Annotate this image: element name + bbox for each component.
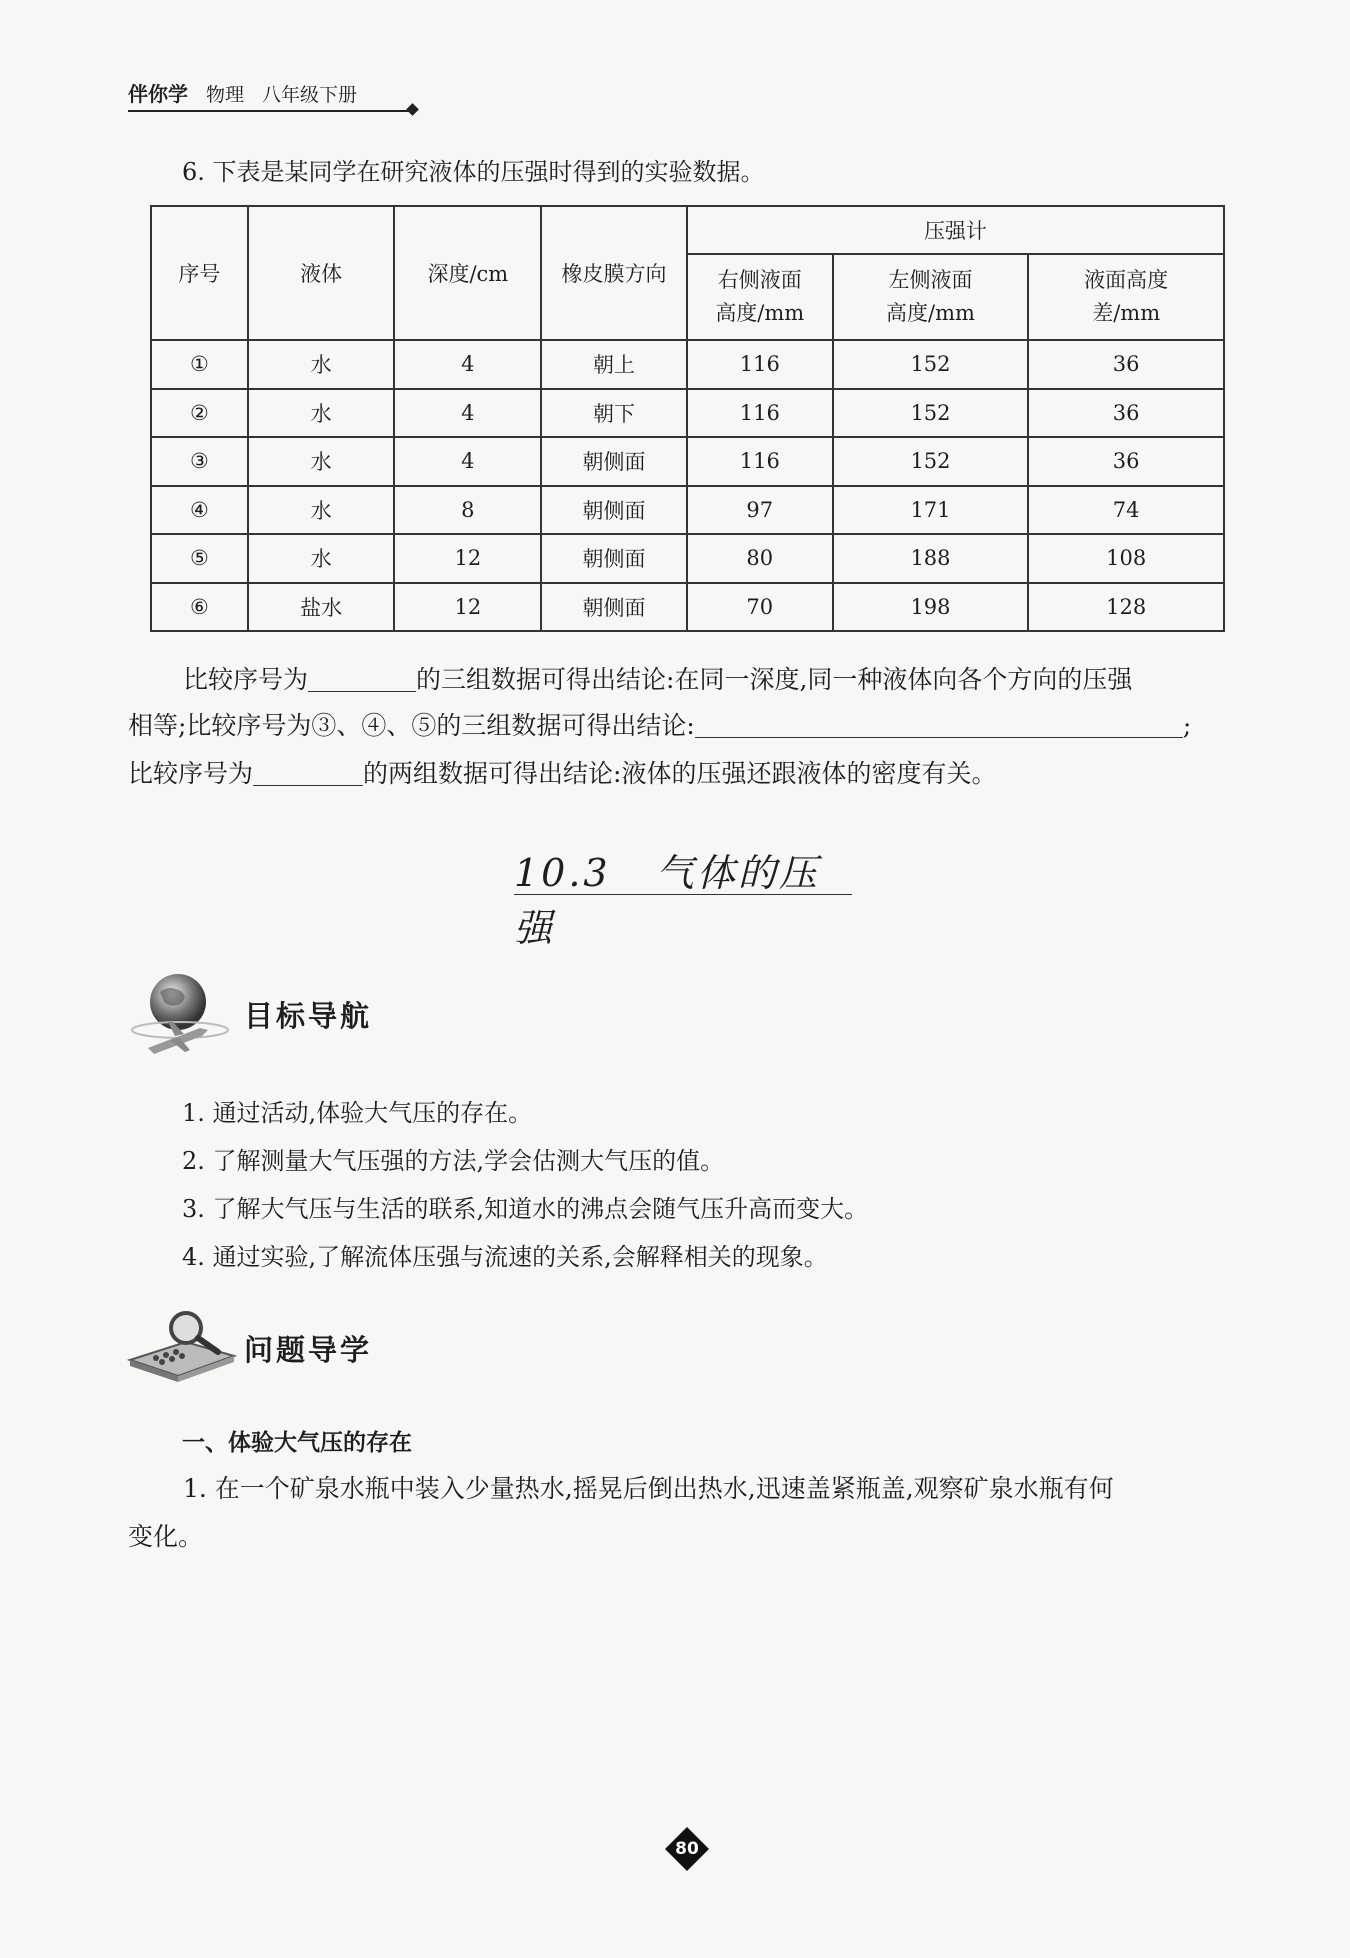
experiment-data-table — [150, 205, 1225, 632]
table-row — [151, 340, 1224, 389]
cell-diff: 74 — [1028, 486, 1224, 535]
cell-depth: 4 — [394, 340, 541, 389]
cell-membrane: 朝侧面 — [541, 534, 687, 583]
cell-membrane: 朝下 — [541, 389, 687, 438]
guide-heading: 问题导学 — [244, 1333, 373, 1367]
table-row — [151, 486, 1224, 535]
conclusion-line-1: 比较序号为 的三组数据可得出结论:在同一深度,同一种液体向各个方向的压强 — [128, 657, 1253, 703]
table-row — [151, 437, 1224, 486]
header-rule — [128, 110, 410, 112]
cell-liquid: 水 — [248, 340, 395, 389]
header-left-level: 左侧液面 高度/mm — [833, 254, 1029, 340]
answer-blank-3[interactable] — [253, 755, 363, 786]
section-title — [514, 842, 854, 952]
header-index: 序号 — [151, 206, 248, 340]
grade-label: 八年级下册 — [262, 84, 358, 106]
guide-question-1-line-1: 1. 在一个矿泉水瓶中装入少量热水,摇晃后倒出热水,迅速盖紧瓶盖,观察矿泉水瓶有何 — [183, 1474, 1114, 1503]
header-gauge: 压强计 — [687, 206, 1224, 254]
cell-index: ③ — [151, 437, 248, 486]
conclusion-line-2: 相等;比较序号为③、④、⑤的三组数据可得出结论: ; — [128, 703, 1253, 749]
cell-liquid: 水 — [248, 534, 395, 583]
table-row — [151, 534, 1224, 583]
page-header — [128, 78, 418, 112]
cell-depth: 4 — [394, 389, 541, 438]
cell-right: 116 — [687, 389, 833, 438]
cell-diff: 36 — [1028, 389, 1224, 438]
cell-depth: 12 — [394, 534, 541, 583]
goal-item-3: 3. 了解大气压与生活的联系,知道水的沸点会随气压升高而变大。 — [182, 1195, 869, 1223]
goal-item-4: 4. 通过实验,了解流体压强与流速的关系,会解释相关的现象。 — [182, 1243, 828, 1271]
cell-left: 171 — [833, 486, 1029, 535]
cell-index: ⑥ — [151, 583, 248, 632]
cell-diff: 36 — [1028, 437, 1224, 486]
cell-right: 80 — [687, 534, 833, 583]
cell-liquid: 水 — [248, 486, 395, 535]
cell-left: 198 — [833, 583, 1029, 632]
cell-left: 188 — [833, 534, 1029, 583]
cell-membrane: 朝侧面 — [541, 486, 687, 535]
cell-index: ② — [151, 389, 248, 438]
section-title-underline — [514, 894, 852, 895]
header-membrane: 橡皮膜方向 — [541, 206, 687, 340]
header-liquid: 液体 — [248, 206, 395, 340]
header-depth: 深度/cm — [394, 206, 541, 340]
cell-left: 152 — [833, 437, 1029, 486]
goals-heading: 目标导航 — [244, 999, 373, 1033]
cell-diff: 108 — [1028, 534, 1224, 583]
question-6-intro: 6. 下表是某同学在研究液体的压强时得到的实验数据。 — [182, 158, 765, 186]
page-number-badge — [665, 1827, 709, 1871]
table-row — [151, 583, 1224, 632]
goal-item-2: 2. 了解测量大气压强的方法,学会估测大气压的值。 — [182, 1147, 725, 1175]
subject-label: 物理 — [206, 84, 245, 106]
goal-item-1: 1. 通过活动,体验大气压的存在。 — [182, 1099, 533, 1127]
answer-blank-2[interactable] — [695, 707, 1183, 738]
cell-diff: 36 — [1028, 340, 1224, 389]
cell-index: ⑤ — [151, 534, 248, 583]
cell-depth: 4 — [394, 437, 541, 486]
header-level-diff: 液面高度 差/mm — [1028, 254, 1224, 340]
cell-left: 152 — [833, 340, 1029, 389]
page-number: 80 — [675, 1839, 699, 1859]
answer-blank-1[interactable] — [308, 661, 416, 692]
cell-liquid: 水 — [248, 437, 395, 486]
cell-membrane: 朝侧面 — [541, 437, 687, 486]
cell-index: ① — [151, 340, 248, 389]
cell-depth: 8 — [394, 486, 541, 535]
cell-liquid: 水 — [248, 389, 395, 438]
section-number: 10.3 — [514, 851, 611, 895]
guide-question-1-line-2: 变化。 — [128, 1522, 204, 1551]
cell-right: 116 — [687, 340, 833, 389]
diamond-icon — [406, 103, 419, 116]
section-name: 气体的压强 — [514, 851, 820, 950]
cell-right: 116 — [687, 437, 833, 486]
cell-depth: 12 — [394, 583, 541, 632]
table-row — [151, 389, 1224, 438]
cell-diff: 128 — [1028, 583, 1224, 632]
cell-index: ④ — [151, 486, 248, 535]
brand-label: 伴你学 — [128, 82, 188, 106]
cell-right: 70 — [687, 583, 833, 632]
cell-membrane: 朝上 — [541, 340, 687, 389]
globe-plane-icon — [130, 970, 240, 1065]
cell-liquid: 盐水 — [248, 583, 395, 632]
cell-right: 97 — [687, 486, 833, 535]
magnifier-book-icon — [126, 1308, 238, 1386]
cell-left: 152 — [833, 389, 1029, 438]
subsection-title: 一、体验大气压的存在 — [182, 1430, 412, 1456]
conclusion-line-3: 比较序号为 的两组数据可得出结论:液体的压强还跟液体的密度有关。 — [128, 751, 1253, 797]
cell-membrane: 朝侧面 — [541, 583, 687, 632]
header-right-level: 右侧液面 高度/mm — [687, 254, 833, 340]
